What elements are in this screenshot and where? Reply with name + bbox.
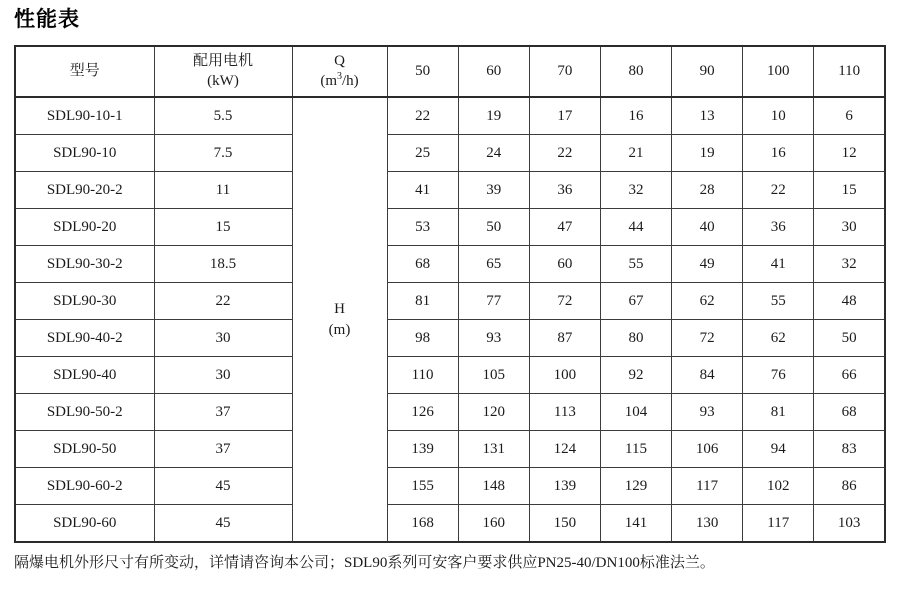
head-value-cell: 84 bbox=[672, 357, 743, 394]
motor-power-cell: 45 bbox=[154, 468, 292, 505]
head-value-cell: 15 bbox=[814, 172, 885, 209]
head-value-cell: 72 bbox=[672, 320, 743, 357]
head-value-cell: 68 bbox=[387, 246, 458, 283]
head-value-cell: 98 bbox=[387, 320, 458, 357]
head-value-cell: 113 bbox=[529, 394, 600, 431]
motor-power-cell: 7.5 bbox=[154, 135, 292, 172]
head-value-cell: 41 bbox=[743, 246, 814, 283]
head-value-cell: 72 bbox=[529, 283, 600, 320]
model-cell: SDL90-40-2 bbox=[15, 320, 154, 357]
head-value-cell: 53 bbox=[387, 209, 458, 246]
head-value-cell: 36 bbox=[529, 172, 600, 209]
head-value-cell: 12 bbox=[814, 135, 885, 172]
head-value-cell: 16 bbox=[743, 135, 814, 172]
table-body bbox=[15, 97, 885, 542]
header-flow-unit: $(m^3/h)$ bbox=[320, 70, 359, 89]
head-value-cell: 105 bbox=[458, 357, 529, 394]
header-flow-value: 110 bbox=[814, 46, 885, 97]
head-value-cell: 17 bbox=[529, 97, 600, 135]
head-value-cell: 86 bbox=[814, 468, 885, 505]
head-value-cell: 66 bbox=[814, 357, 885, 394]
head-value-cell: 49 bbox=[672, 246, 743, 283]
head-value-cell: 131 bbox=[458, 431, 529, 468]
header-flow-value: 70 bbox=[529, 46, 600, 97]
motor-power-cell: 30 bbox=[154, 320, 292, 357]
head-value-cell: 155 bbox=[387, 468, 458, 505]
head-value-cell: 83 bbox=[814, 431, 885, 468]
head-value-cell: 41 bbox=[387, 172, 458, 209]
table-row bbox=[15, 283, 885, 320]
model-cell: SDL90-10 bbox=[15, 135, 154, 172]
head-value-cell: 6 bbox=[814, 97, 885, 135]
footnote: 隔爆电机外形尺寸有所变动，详情请咨询本公司；SDL90系列可安客户要求供应PN25-40/DN100标准法兰。 bbox=[14, 555, 715, 571]
head-value-cell: 19 bbox=[672, 135, 743, 172]
head-value-cell: 76 bbox=[743, 357, 814, 394]
motor-power-cell: 11 bbox=[154, 172, 292, 209]
head-value-cell: 93 bbox=[672, 394, 743, 431]
head-value-cell: 48 bbox=[814, 283, 885, 320]
head-value-cell: 168 bbox=[387, 505, 458, 543]
head-value-cell: 67 bbox=[600, 283, 671, 320]
head-value-cell: 130 bbox=[672, 505, 743, 543]
head-value-cell: 150 bbox=[529, 505, 600, 543]
head-value-cell: 25 bbox=[387, 135, 458, 172]
head-unit-cell bbox=[292, 97, 387, 542]
head-value-cell: 148 bbox=[458, 468, 529, 505]
performance-table bbox=[14, 45, 886, 543]
header-flow-symbol: Q bbox=[334, 53, 345, 69]
table-row bbox=[15, 209, 885, 246]
head-value-cell: 62 bbox=[672, 283, 743, 320]
head-value-cell: 40 bbox=[672, 209, 743, 246]
header-flow-value: 90 bbox=[672, 46, 743, 97]
head-value-cell: 115 bbox=[600, 431, 671, 468]
head-value-cell: 65 bbox=[458, 246, 529, 283]
table-row bbox=[15, 431, 885, 468]
head-value-cell: 93 bbox=[458, 320, 529, 357]
model-cell: SDL90-10-1 bbox=[15, 97, 154, 135]
head-symbol: H bbox=[334, 301, 345, 318]
head-value-cell: 77 bbox=[458, 283, 529, 320]
table-row bbox=[15, 135, 885, 172]
head-value-cell: 120 bbox=[458, 394, 529, 431]
table-row bbox=[15, 357, 885, 394]
head-value-cell: 24 bbox=[458, 135, 529, 172]
head-unit: (m) bbox=[328, 321, 351, 338]
head-value-cell: 160 bbox=[458, 505, 529, 543]
head-value-cell: 87 bbox=[529, 320, 600, 357]
table-row bbox=[15, 97, 885, 135]
head-value-cell: 80 bbox=[600, 320, 671, 357]
head-value-cell: 50 bbox=[458, 209, 529, 246]
head-value-cell: 44 bbox=[600, 209, 671, 246]
head-value-cell: 55 bbox=[743, 283, 814, 320]
motor-power-cell: 22 bbox=[154, 283, 292, 320]
head-value-cell: 106 bbox=[672, 431, 743, 468]
flow-unit-superscript: 3 bbox=[337, 70, 342, 82]
table-row bbox=[15, 172, 885, 209]
head-value-cell: 22 bbox=[743, 172, 814, 209]
page-title: 性能表 bbox=[14, 8, 80, 31]
head-value-cell: 94 bbox=[743, 431, 814, 468]
head-value-cell: 68 bbox=[814, 394, 885, 431]
motor-power-cell: 37 bbox=[154, 394, 292, 431]
head-value-cell: 102 bbox=[743, 468, 814, 505]
head-value-cell: 36 bbox=[743, 209, 814, 246]
head-value-cell: 124 bbox=[529, 431, 600, 468]
head-value-cell: 81 bbox=[387, 283, 458, 320]
head-value-cell: 117 bbox=[672, 468, 743, 505]
table-row bbox=[15, 394, 885, 431]
head-value-cell: 92 bbox=[600, 357, 671, 394]
head-value-cell: 50 bbox=[814, 320, 885, 357]
head-value-cell: 22 bbox=[387, 97, 458, 135]
head-value-cell: 47 bbox=[529, 209, 600, 246]
head-value-cell: 32 bbox=[600, 172, 671, 209]
model-cell: SDL90-30 bbox=[15, 283, 154, 320]
model-cell: SDL90-50-2 bbox=[15, 394, 154, 431]
motor-power-cell: 5.5 bbox=[154, 97, 292, 135]
head-value-cell: 55 bbox=[600, 246, 671, 283]
head-value-cell: 13 bbox=[672, 97, 743, 135]
header-row bbox=[15, 46, 885, 97]
table-row bbox=[15, 468, 885, 505]
head-value-cell: 39 bbox=[458, 172, 529, 209]
head-value-cell: 32 bbox=[814, 246, 885, 283]
table-header bbox=[15, 46, 885, 97]
head-value-cell: 22 bbox=[529, 135, 600, 172]
model-cell: SDL90-60 bbox=[15, 505, 154, 543]
head-value-cell: 126 bbox=[387, 394, 458, 431]
motor-power-cell: 37 bbox=[154, 431, 292, 468]
motor-power-cell: 30 bbox=[154, 357, 292, 394]
head-value-cell: 129 bbox=[600, 468, 671, 505]
head-value-cell: 28 bbox=[672, 172, 743, 209]
header-motor-line1: 配用电机 bbox=[192, 53, 253, 69]
head-value-cell: 139 bbox=[387, 431, 458, 468]
header-flow-value: 60 bbox=[458, 46, 529, 97]
table-row bbox=[15, 246, 885, 283]
head-value-cell: 110 bbox=[387, 357, 458, 394]
header-model-label: 型号 bbox=[69, 62, 100, 79]
head-value-cell: 139 bbox=[529, 468, 600, 505]
motor-power-cell: 18.5 bbox=[154, 246, 292, 283]
head-value-cell: 19 bbox=[458, 97, 529, 135]
head-value-cell: 60 bbox=[529, 246, 600, 283]
head-value-cell: 81 bbox=[743, 394, 814, 431]
header-flow-value: 100 bbox=[743, 46, 814, 97]
header-model bbox=[15, 46, 154, 97]
head-value-cell: 62 bbox=[743, 320, 814, 357]
head-value-cell: 100 bbox=[529, 357, 600, 394]
motor-power-cell: 45 bbox=[154, 505, 292, 543]
model-cell: SDL90-50 bbox=[15, 431, 154, 468]
head-value-cell: 117 bbox=[743, 505, 814, 543]
model-cell: SDL90-40 bbox=[15, 357, 154, 394]
header-motor-line2: (kW) bbox=[207, 72, 239, 89]
header-flow bbox=[292, 46, 387, 97]
header-flow-value: 50 bbox=[387, 46, 458, 97]
header-flow-value: 80 bbox=[600, 46, 671, 97]
model-cell: SDL90-20-2 bbox=[15, 172, 154, 209]
head-value-cell: 104 bbox=[600, 394, 671, 431]
motor-power-cell: 15 bbox=[154, 209, 292, 246]
model-cell: SDL90-60-2 bbox=[15, 468, 154, 505]
head-value-cell: 16 bbox=[600, 97, 671, 135]
head-value-cell: 10 bbox=[743, 97, 814, 135]
head-value-cell: 30 bbox=[814, 209, 885, 246]
table-row bbox=[15, 320, 885, 357]
head-value-cell: 141 bbox=[600, 505, 671, 543]
model-cell: SDL90-30-2 bbox=[15, 246, 154, 283]
head-value-cell: 21 bbox=[600, 135, 671, 172]
header-motor bbox=[154, 46, 292, 97]
table-row bbox=[15, 505, 885, 543]
model-cell: SDL90-20 bbox=[15, 209, 154, 246]
head-value-cell: 103 bbox=[814, 505, 885, 543]
